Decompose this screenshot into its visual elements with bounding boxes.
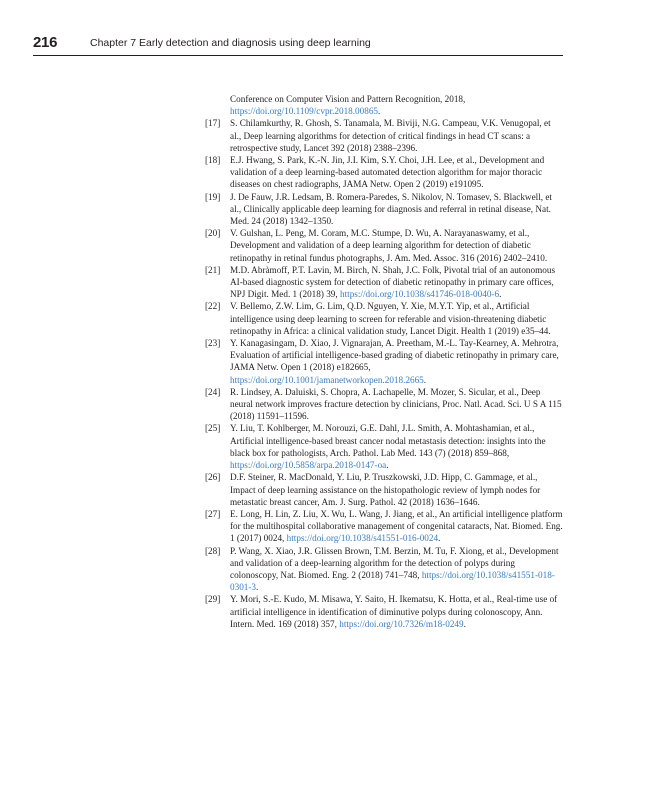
reference-item bbox=[205, 508, 564, 545]
reference-number: [28] bbox=[205, 545, 221, 556]
reference-text: Conference on Computer Vision and Pattern Recognition, 2018, bbox=[230, 94, 466, 104]
reference-item bbox=[205, 264, 564, 301]
doi-link[interactable]: https://doi.org/10.1109/cvpr.2018.00865 bbox=[230, 106, 379, 117]
reference-list bbox=[205, 93, 564, 630]
reference-text: P. Wang, X. Xiao, J.R. Glissen Brown, T.M. Berzin, M. Tu, F. Xiong, et al., Development and validation of a deep-learning algorithm for the detection of polyps during colonoscopy, Nat. Biomed. Eng. 2 (2018) 741–748, bbox=[230, 545, 559, 580]
reference-item bbox=[205, 386, 564, 423]
reference-punct: . bbox=[463, 618, 466, 629]
reference-text: E. Long, H. Lin, Z. Liu, X. Wu, L. Wang, J. Jiang, et al., An artificial intelligence platform for the multihospital collaborative management of congenital cataracts, Nat. Biomed. Eng. 1 (2017) 0024, bbox=[230, 508, 563, 544]
reference-text: S. Chilamkurthy, R. Ghosh, S. Tanamala, M. Biviji, N.G. Campeau, V.K. Venugopal, et al., Deep learning algorithms for detection of critical findings in head CT scans: a retrospective study, Lancet 392 (2018) 2388–2396. bbox=[230, 118, 551, 153]
reference-item bbox=[205, 117, 564, 154]
reference-text: E.J. Hwang, S. Park, K.-N. Jin, J.I. Kim, S.Y. Choi, J.H. Lee, et al., Development and validation of a deep learning-based automated detection algorithm for major thoracic diseases on chest radiographs, JAMA Netw. Open 2 (2019) e191095. bbox=[230, 155, 545, 190]
reference-number: [19] bbox=[205, 191, 221, 202]
reference-text: D.F. Steiner, R. MacDonald, Y. Liu, P. Truszkowski, J.D. Hipp, C. Gammage, et al., Impact of deep learning assistance on the histopathologic review of lymph nodes for metastatic breast cancer, Am. J. Surg. Pathol. 42 (2018) 1636–1646. bbox=[230, 472, 541, 507]
reference-number: [23] bbox=[205, 338, 221, 349]
doi-link[interactable]: https://doi.org/10.1038/s41746-018-0040-6 bbox=[340, 289, 500, 300]
reference-punct: . bbox=[386, 460, 389, 471]
reference-item bbox=[205, 593, 564, 630]
page-header bbox=[33, 34, 563, 52]
reference-text: R. Lindsey, A. Daluiski, S. Chopra, A. Lachapelle, M. Mozer, S. Sicular, et al., Deep neural network improves fracture detection by clinicians, Proc. Natl. Acad. Sci. U S A 115 (2018) 11591–11596. bbox=[230, 386, 562, 422]
doi-link[interactable]: https://doi.org/10.7326/m18-0249 bbox=[339, 618, 464, 629]
reference-text: Y. Mori, S.-E. Kudo, M. Misawa, Y. Saito, H. Ikematsu, K. Hotta, et al., Real-time use of artificial intelligence in identification of diminutive polyps during colonoscopy, Ann. Intern. Med. 169 (2018) 357, bbox=[230, 594, 558, 629]
reference-number: [26] bbox=[205, 472, 221, 483]
reference-number: [21] bbox=[205, 264, 221, 275]
reference-item bbox=[205, 471, 564, 508]
reference-text: Y. Liu, T. Kohlberger, M. Norouzi, G.E. Dahl, J.L. Smith, A. Mohtashamian, et al., Artificial intelligence-based breast cancer nodal metastasis detection: insights into the black box for pathologists, Arch. Pathol. Lab Med. 143 (7) (2018) 859–868, bbox=[230, 423, 546, 458]
reference-text: J. De Fauw, J.R. Ledsam, B. Romera-Paredes, S. Nikolov, N. Tomasev, S. Blackwell, et al., Clinically applicable deep learning for diagnosis and referral in retinal disease, Nat. Med. 24 (2018) 1342–1350. bbox=[230, 191, 552, 227]
page-number: 216 bbox=[33, 34, 58, 51]
reference-item bbox=[205, 154, 564, 191]
reference-text: V. Gulshan, L. Peng, M. Coram, M.C. Stumpe, D. Wu, A. Narayanaswamy, et al., Development and validation of a deep learning algorithm for detection of diabetic retinopathy in retinal fundus photographs, J. Am. Med. Assoc. 316 (2016) 2402–2410. bbox=[230, 228, 548, 263]
running-head-chapter: Chapter 7 Early detection and diagnosis using deep learning bbox=[90, 37, 371, 49]
reference-punct: . bbox=[423, 374, 427, 385]
reference-number: [17] bbox=[205, 118, 221, 129]
reference-item bbox=[205, 191, 564, 228]
reference-number: [29] bbox=[205, 594, 221, 605]
reference-item bbox=[205, 422, 564, 471]
reference-punct: . bbox=[438, 533, 441, 544]
doi-link[interactable]: https://doi.org/10.1038/s41551-018-0301-3 bbox=[230, 569, 555, 593]
doi-link[interactable]: https://doi.org/10.1038/s41551-016-0024 bbox=[286, 533, 439, 544]
header-rule bbox=[33, 55, 563, 56]
reference-item bbox=[205, 337, 564, 386]
reference-number: [20] bbox=[205, 228, 221, 239]
reference-punct: . bbox=[378, 106, 381, 117]
reference-number: [25] bbox=[205, 423, 221, 434]
reference-item bbox=[205, 545, 564, 594]
reference-text: M.D. Abràmoff, P.T. Lavin, M. Birch, N. Shah, J.C. Folk, Pivotal trial of an autonomous AI-based diagnostic system for detection of diabetic retinopathy in primary care offices, NPJ Digit. Med. 1 (2018) 39, bbox=[230, 264, 556, 300]
reference-item bbox=[205, 227, 564, 264]
doi-link[interactable]: https://doi.org/10.1001/jamanetworkopen.2018.2665 bbox=[230, 374, 424, 385]
reference-punct: . bbox=[499, 289, 502, 300]
reference-item bbox=[230, 93, 564, 117]
reference-text: Y. Kanagasingam, D. Xiao, J. Vignarajan, A. Preetham, M.-L. Tay-Kearney, A. Mehrotra, Evaluation of artificial intelligence-based grading of diabetic retinopathy in primary care, JAMA Netw. Open 1 (2018) e182665, bbox=[230, 338, 559, 373]
reference-number: [27] bbox=[205, 508, 221, 519]
reference-number: [24] bbox=[205, 386, 221, 397]
reference-number: [22] bbox=[205, 301, 221, 312]
reference-item bbox=[205, 300, 564, 337]
doi-link[interactable]: https://doi.org/10.5858/arpa.2018-0147-oa bbox=[230, 460, 387, 471]
reference-text: V. Bellemo, Z.W. Lim, G. Lim, Q.D. Nguyen, Y. Xie, M.Y.T. Yip, et al., Artificial intelligence using deep learning to screen for referable and vision-threatening diabetic retinopathy in Africa: a clinical validation study, Lancet Digit. Health 1 (2019) e35–44. bbox=[230, 301, 551, 336]
reference-number: [18] bbox=[205, 155, 221, 166]
reference-punct: . bbox=[256, 582, 259, 593]
